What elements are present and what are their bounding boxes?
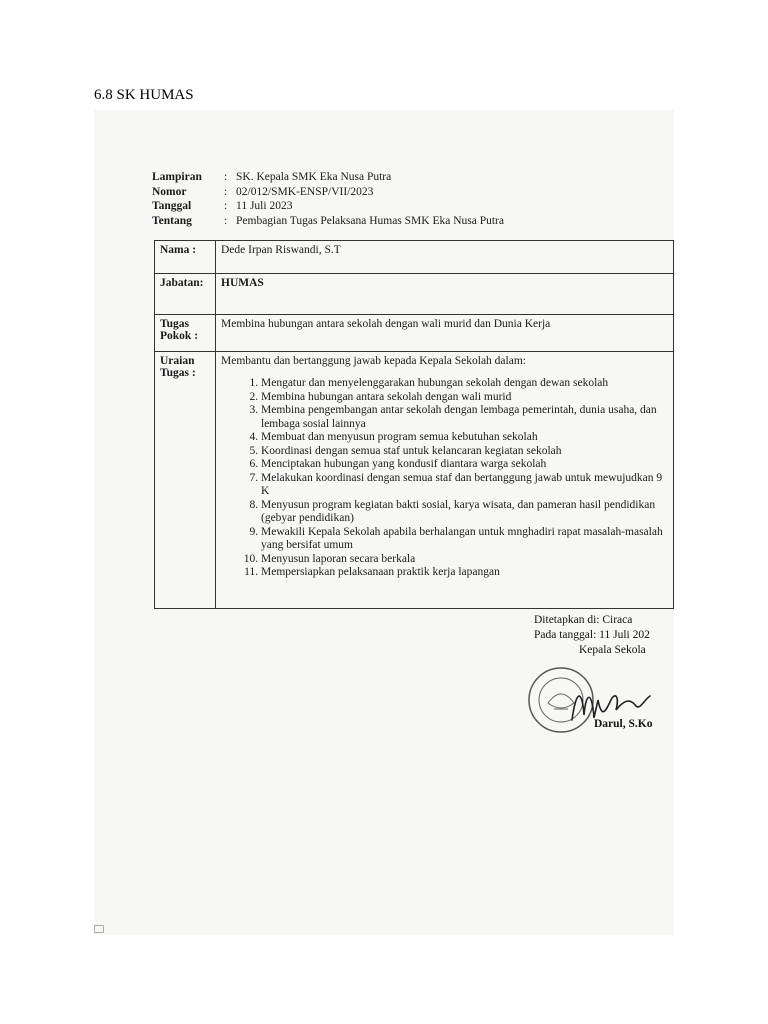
table-row-uraian-tugas (155, 352, 674, 609)
signature-date: Pada tanggal: 11 Juli 202 (534, 629, 650, 641)
meta-separator: : (224, 185, 228, 198)
meta-label: Tentang (152, 214, 192, 227)
document-meta (152, 170, 504, 228)
meta-row-tentang (152, 214, 504, 229)
signer-name: Darul, S.Ko (594, 718, 653, 730)
footer-watermark (94, 925, 104, 933)
signature-title: Kepala Sekola (579, 644, 646, 656)
jabatan-value: HUMAS (216, 274, 674, 315)
meta-row-lampiran (152, 170, 504, 185)
meta-separator: : (224, 214, 228, 227)
duty-table (154, 240, 674, 609)
list-item: 9. Mewakili Kepala Sekolah apabila berhalangan untuk mnghadiri rapat masalah-masalah yang bersifat umum (261, 526, 668, 553)
nama-label: Nama : (155, 241, 216, 274)
tugas-pokok-value: Membina hubungan antara sekolah dengan wali murid dan Dunia Kerja (216, 315, 674, 352)
signature-place: Ditetapkan di: Ciraca (534, 614, 633, 626)
nama-value: Dede Irpan Riswandi, S.T (216, 241, 674, 274)
table-row-jabatan (155, 274, 674, 315)
duty-list (221, 377, 668, 580)
list-item: 8. Menyusun program kegiatan bakti sosial, karya wisata, dan pameran hasil pendidikan (gebyar pendidikan) (261, 499, 668, 526)
meta-value: Pembagian Tugas Pelaksana Humas SMK Eka Nusa Putra (236, 214, 504, 227)
meta-row-nomor (152, 185, 504, 200)
list-item: 7. Melakukan koordinasi dengan semua staf dan bertanggung jawab untuk mewujudkan 9 K (261, 472, 668, 499)
scanned-document (94, 110, 674, 935)
jabatan-label: Jabatan: (155, 274, 216, 315)
list-item: 2. Membina hubungan antara sekolah dengan wali murid (261, 391, 668, 405)
list-item: 3. Membina pengembangan antar sekolah dengan lembaga pemerintah, dunia usaha, dan lembaga sosial lainnya (261, 404, 668, 431)
meta-value: 02/012/SMK-ENSP/VII/2023 (236, 185, 374, 198)
list-item: 11. Mempersiapkan pelaksanaan praktik kerja lapangan (261, 566, 668, 580)
list-item: 1. Mengatur dan menyelenggarakan hubungan sekolah dengan dewan sekolah (261, 377, 668, 391)
list-item: 5. Koordinasi dengan semua staf untuk kelancaran kegiatan sekolah (261, 445, 668, 459)
meta-row-tanggal (152, 199, 504, 214)
meta-separator: : (224, 171, 228, 183)
list-item: 6. Menciptakan hubungan yang kondusif diantara warga sekolah (261, 458, 668, 472)
list-item: 10. Menyusun laporan secara berkala (261, 553, 668, 567)
meta-label: Lampiran (152, 171, 202, 183)
meta-label: Nomor (152, 185, 187, 198)
table-row-tugas-pokok (155, 315, 674, 352)
uraian-label: Uraian Tugas : (155, 352, 216, 609)
meta-value: 11 Juli 2023 (236, 200, 293, 212)
uraian-cell (216, 352, 674, 609)
uraian-intro: Membantu dan bertanggung jawab kepada Kepala Sekolah dalam: (221, 355, 526, 367)
signature-block (534, 613, 650, 658)
meta-separator: : (224, 200, 228, 212)
section-heading: 6.8 SK HUMAS (94, 87, 194, 103)
meta-label: Tanggal (152, 200, 192, 212)
list-item: 4. Membuat dan menyusun program semua kebutuhan sekolah (261, 431, 668, 445)
table-row-nama (155, 241, 674, 274)
tugas-pokok-label: Tugas Pokok : (155, 315, 216, 352)
meta-value: SK. Kepala SMK Eka Nusa Putra (236, 171, 392, 183)
document-icon (94, 925, 104, 933)
